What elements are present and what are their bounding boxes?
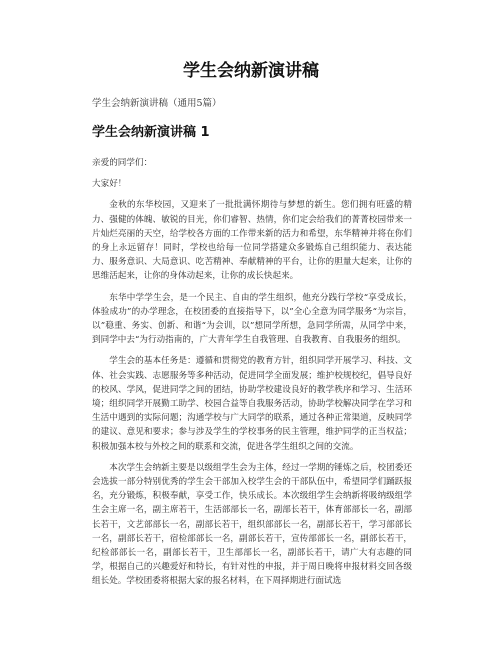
body-paragraph: 东华中学学生会，是一个民主、自由的学生组织，他充分践行学校“享受成长，体验成功”的办学理念，在校团委的直接指导下，以”全心全意为同学服务“为宗旨，以”稳重、务实、创新、和谐“为会训，以”想同学所想，急同学所需，从同学中来，到同学中去“为行动指南的，广大青年学生自我管理、自我教育、自我服务的组织。	[92, 292, 412, 346]
document-body	[92, 156, 412, 596]
body-paragraph: 学生会的基本任务是：遵循和贯彻党的教育方针，组织同学开展学习、科技、文体、社会实践、志愿服务等多种活动，促进同学全面发展；维护校规校纪，倡导良好的校风、学风，促进同学之间的团结，协助学校建设良好的教学秩序和学习、生活环境；组织同学开展勤工助学、校园合益等自我服务活动，协助学校解决同学在学习和生活中遇到的实际问题；沟通学校与广大同学的联系，通过各种正常渠道，反映同学的建议、意见和要求；参与涉及学生的学校事务的民主管理，维护同学的正当权益；积极加强本校与外校之间的联系和交流，促进各学生组织之间的交流。	[92, 356, 412, 452]
document-subtitle: 学生会纳新演讲稿（通用5篇）	[92, 98, 222, 109]
body-paragraph: 金秋的东华校园，又迎来了一批批满怀期待与梦想的新生。您们拥有旺盛的精力、强健的体魄、敏锐的目光，你们睿智、热情，你们定会给我们的菁菁校园带来一片灿烂亮丽的天空，给学校各方面的工作带来新的活力和希望，东华精神并将在你们的身上永远留存！同时，学校也给每一位同学搭建众多锻炼自己组织能力、表达能力、服务意识、大局意识、吃苦精神、奉献精神的平台，让你的胆量大起来，让你的思维活起来，让你的身体动起来，让你的成长快起来。	[92, 200, 412, 282]
body-paragraph: 本次学生会纳新主要是以级组学生会为主体，经过一学期的锤炼之后，校团委还会选拔一部分特别优秀的学生会干部加入校学生会的干部队伍中，希望同学们踊跃报名，充分锻炼，积极奉献，享受工作，快乐成长。本次级组学生会纳新将吸纳级组学生会主席一名，副主席若干，生活部部长一名，副部长若干，体育部部长一名，副部长若干，文艺部部长一名，副部长若干，组织部部长一名，副部长若干，学习部部长一名，副部长若干，宿检部部长一名，副部长若干，宣传部部长一名，副部长若干，纪检部部长一名，副部长若干，卫生部部长一名，副部长若干，请广大有志趣的同学，根据自己的兴趣爱好和特长，有针对性的申报，并于周日晚将申报材料交回各级组长处。学校团委将根据大家的报名材料，在下周择期进行面试选	[92, 462, 412, 587]
salutation: 亲爱的同学们：	[92, 158, 153, 168]
document-title: 学生会纳新演讲稿	[183, 61, 319, 81]
section-heading: 学生会纳新演讲稿 1	[92, 125, 210, 140]
greeting: 大家好！	[92, 179, 127, 190]
